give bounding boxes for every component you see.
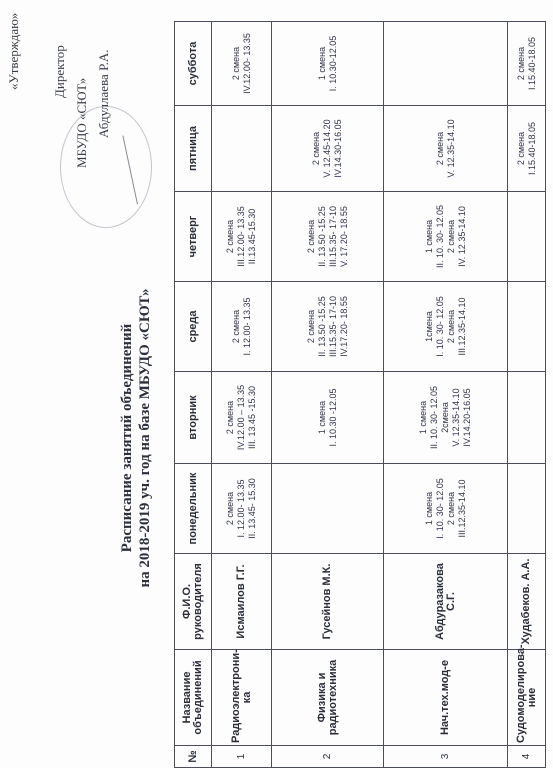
slot-line: IV.17.20- 18.55	[338, 296, 349, 357]
slot-line: V. 17.20- 18.55	[338, 206, 349, 267]
slot-wed	[272, 282, 384, 372]
col-mon: понедельник	[175, 464, 212, 554]
slot-thu	[384, 192, 508, 282]
slot-line: III.12.35-14.10	[456, 479, 467, 538]
row-number: 4	[508, 746, 546, 768]
slot-line: 2 смена	[445, 219, 456, 254]
row-number: 3	[384, 746, 508, 768]
slot-line: IV.12.00 – 13.35	[236, 384, 246, 451]
slot-line: 1 смена	[316, 400, 327, 435]
slot-tue	[508, 372, 546, 464]
slot-wed	[212, 282, 272, 372]
slot-thu	[272, 192, 384, 282]
slot-line: I. 10.30 -12.05	[327, 388, 338, 447]
club-name: Судомоделирова-ние	[508, 650, 546, 746]
table-row	[384, 22, 508, 768]
slot-mon	[212, 464, 272, 554]
leader-name: Абдуразакова С.Г.	[384, 554, 508, 650]
slot-line: 2 смена	[225, 400, 235, 435]
slot-line: 2 смена	[445, 491, 456, 526]
title-line-2: на 2018-2019 уч. год на базе МБУДО «СЮТ»	[137, 288, 153, 588]
slot-line: V. 12.45-14.20	[322, 119, 332, 178]
slot-line: 2смена	[440, 402, 450, 433]
slot-mon	[272, 464, 384, 554]
slot-tue	[384, 372, 508, 464]
row-number: 1	[212, 746, 272, 768]
slot-line: 2 смена	[230, 309, 241, 344]
slot-line: III.15.35- 17-10	[327, 295, 338, 358]
club-name: Нач.тех.мод-е	[384, 650, 508, 746]
slot-line: IV.14.30-16.05	[333, 119, 343, 178]
title-line-1: Расписание занятий объединений	[119, 323, 135, 553]
col-name: Название объединений	[175, 650, 212, 746]
slot-sat	[384, 22, 508, 106]
slot-mon	[508, 464, 546, 554]
slot-line: 1 смена	[423, 219, 434, 254]
slot-line: V. 12.35-14.10	[451, 388, 461, 447]
slot-line: I. 10. 30- 12.05	[434, 478, 445, 539]
slot-line: 2 смена	[225, 219, 235, 254]
slot-thu	[508, 192, 546, 282]
col-sat: суббота	[175, 22, 212, 106]
slot-line: 2 смена	[515, 131, 526, 166]
slot-line: 2 смена	[311, 131, 321, 166]
approval-heading: «Утверждаю»	[6, 12, 21, 90]
slot-line: II. 13.45- 15.30	[247, 478, 257, 539]
slot-tue	[272, 372, 384, 464]
schedule-body	[212, 22, 546, 768]
col-wed: среда	[175, 282, 212, 372]
slot-line: II. 10. 30- 12.05	[429, 385, 439, 450]
header-row	[175, 22, 212, 768]
leader-name: Гусейнов М.К.	[272, 554, 384, 650]
slot-line: I. 12.00- 13.35	[241, 297, 252, 356]
slot-line: 2 смена	[305, 309, 316, 344]
slot-wed	[384, 282, 508, 372]
slot-sat	[272, 22, 384, 106]
document-title	[118, 228, 154, 648]
row-number: 2	[272, 746, 384, 768]
slot-fri	[508, 106, 546, 192]
approval-position: Директор	[52, 45, 67, 98]
slot-line: IV. 12.35-14.10	[456, 206, 467, 267]
slot-line: 2 смена	[230, 46, 241, 81]
approval-person: Абдуллаева Р.А.	[96, 49, 111, 138]
col-tue: вторник	[175, 372, 212, 464]
slot-sat	[212, 22, 272, 106]
table-row	[212, 22, 272, 768]
slot-line: 2 смена	[515, 46, 526, 81]
col-fri: пятница	[175, 106, 212, 192]
col-lead: Ф.И.О. руководителя	[175, 554, 212, 650]
slot-line: IV.14.20-16.05	[462, 388, 472, 447]
table-row	[272, 22, 384, 768]
slot-line: I. 10. 30- 12.05	[434, 296, 445, 357]
slot-line: III.15.35- 17-10	[327, 205, 338, 268]
slot-line: 2 смена	[225, 491, 235, 526]
approval-organization: МБУДО «СЮТ»	[74, 77, 89, 168]
slot-fri	[272, 106, 384, 192]
slot-sat	[508, 22, 546, 106]
leader-name: Худабеков. А.А.	[508, 554, 546, 650]
schedule-table	[174, 21, 546, 768]
slot-line: III.12.35-14.10	[456, 297, 467, 356]
slot-fri	[384, 106, 508, 192]
slot-line: V. 12.35-14.10	[445, 119, 456, 178]
table-row	[508, 22, 546, 768]
slot-line: II. 13.50 -15.25	[316, 296, 327, 357]
slot-line: 1 смена	[418, 400, 428, 435]
slot-line: 1 смена	[423, 491, 434, 526]
slot-line: III. 13.45 -15.30	[247, 385, 257, 450]
slot-line: 1 смена	[316, 46, 327, 81]
slot-line: 2 смена	[305, 219, 316, 254]
club-name: Физика и радиотехника	[272, 650, 384, 746]
slot-line: 2 смена	[434, 131, 445, 166]
slot-line: III.12.00- 13.35	[236, 206, 246, 267]
slot-tue	[212, 372, 272, 464]
slot-line: I.15.40-18.05	[526, 121, 537, 176]
col-thu: четверг	[175, 192, 212, 282]
slot-line: I.15.40-18.05	[526, 36, 537, 91]
leader-name: Исмаилов Г.Г.	[212, 554, 272, 650]
slot-mon	[384, 464, 508, 554]
slot-line: I. 10.30-12.05	[327, 35, 338, 92]
slot-line: 2 смена	[445, 309, 456, 344]
slot-thu	[212, 192, 272, 282]
slot-wed	[508, 282, 546, 372]
club-name: Радиоэлектрони-ка	[212, 650, 272, 746]
slot-line: I. 12.00- 13.35	[236, 479, 246, 538]
slot-line: IV.12.00- 13.35	[241, 33, 252, 94]
col-num: №	[175, 746, 212, 768]
slot-line: 1смена	[423, 311, 434, 342]
slot-fri	[212, 106, 272, 192]
slot-line: II.13.45-15.30	[247, 208, 257, 265]
slot-line: II. 13.50 -15.25	[316, 206, 327, 267]
slot-line: II. 10. 30- 12.05	[434, 204, 445, 269]
